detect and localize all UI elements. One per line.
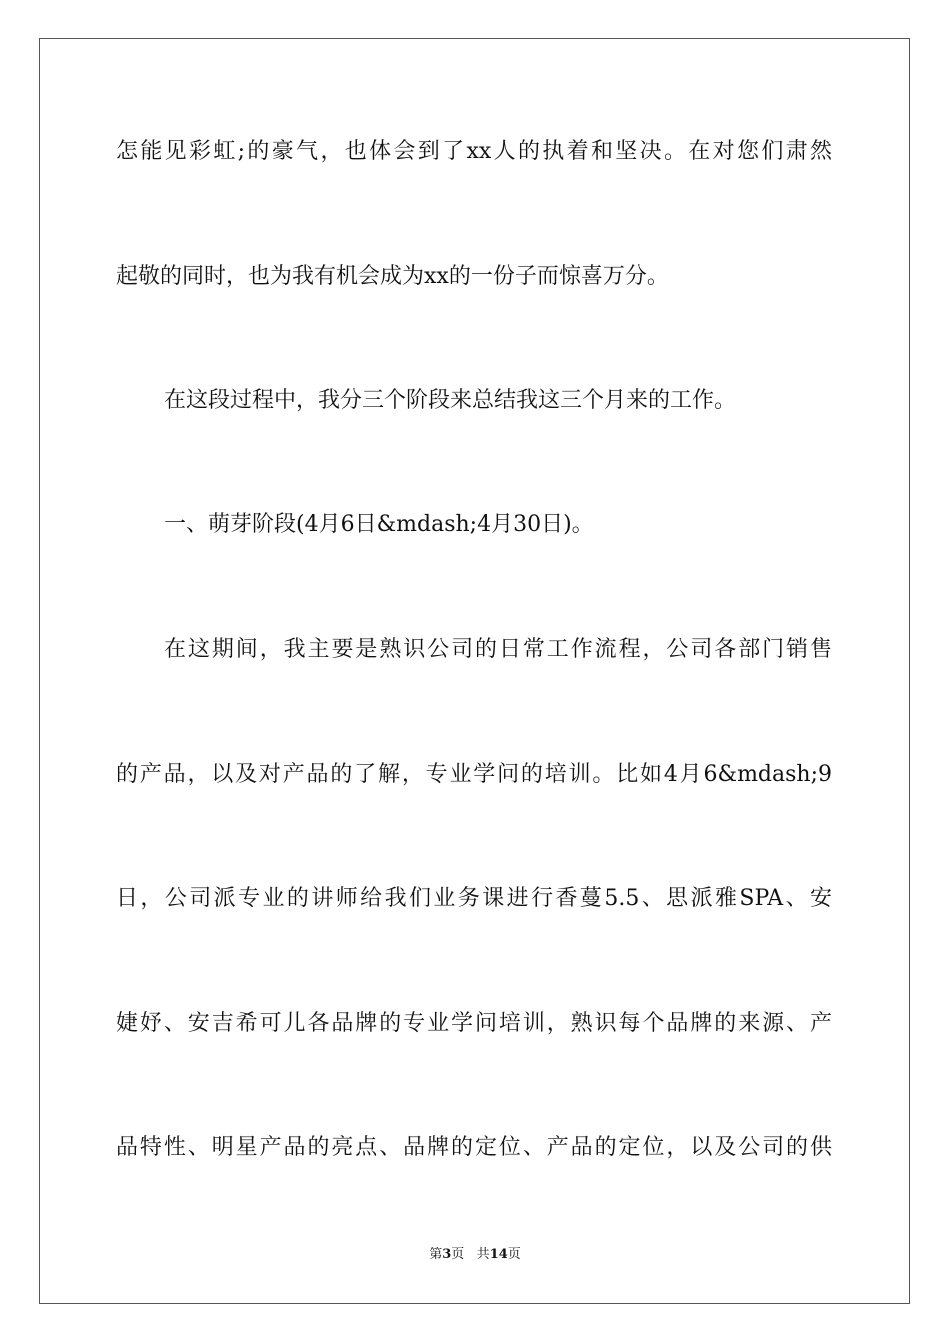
body-line-7: 日，公司派专业的讲师给我们业务课进行香蔓5.5、思派雅SPA、安 <box>116 886 832 911</box>
footer-total-pages: 14 <box>489 1247 508 1262</box>
body-line-1: 怎能见彩虹;的豪气，也体会到了xx人的执着和坚决。在对您们肃然 <box>116 139 832 164</box>
body-line-5: 在这期间，我主要是熟识公司的日常工作流程，公司各部门销售 <box>164 637 832 662</box>
body-line-2: 起敬的同时，也为我有机会成为xx的一份子而惊喜万分。 <box>116 264 669 289</box>
page-footer <box>0 1246 950 1264</box>
page-border <box>39 38 910 1304</box>
body-line-8: 婕妤、安吉希可儿各品牌的专业学问培训，熟识每个品牌的来源、产 <box>116 1011 832 1036</box>
body-line-9: 品特性、明星产品的亮点、品牌的定位、产品的定位，以及公司的供 <box>116 1135 832 1160</box>
footer-page-suffix: 页 <box>451 1247 465 1262</box>
section-heading-1: 一、萌芽阶段(4月6日&mdash;4月30日)。 <box>164 512 594 537</box>
footer-total-prefix: 共 <box>476 1247 490 1262</box>
footer-total-suffix: 页 <box>507 1247 521 1262</box>
paragraph-intro: 在这段过程中，我分三个阶段来总结我这三个月来的工作。 <box>164 388 737 413</box>
body-line-6: 的产品，以及对产品的了解，专业学问的培训。比如4月6&mdash;9 <box>116 762 832 787</box>
footer-page-number: 3 <box>442 1247 452 1262</box>
footer-page-prefix: 第 <box>429 1247 443 1262</box>
